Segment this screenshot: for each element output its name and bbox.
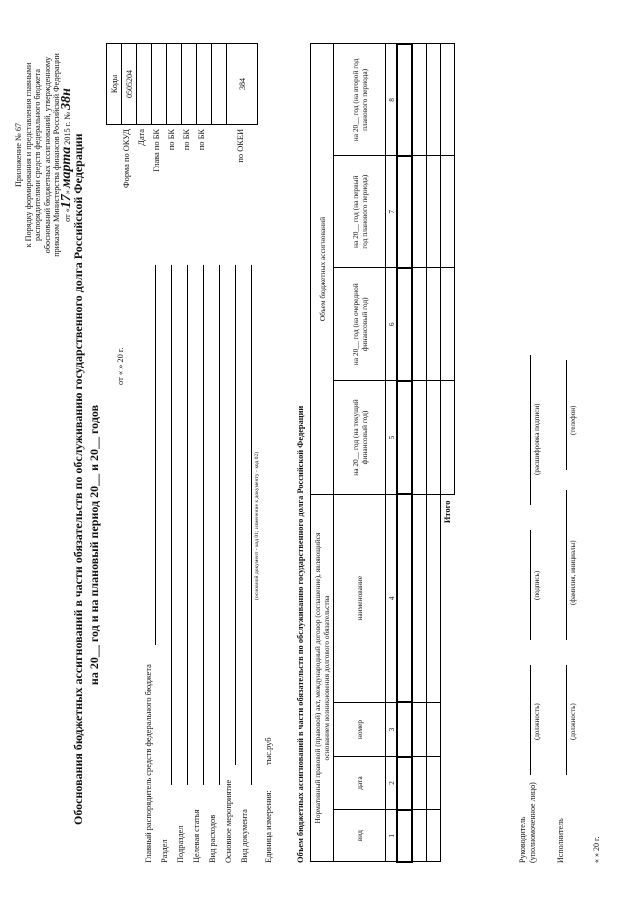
label-okei: по ОКЕИ bbox=[236, 129, 245, 163]
appendix-line: Приложение № 67 bbox=[14, 122, 23, 188]
handwritten-number: 38н bbox=[58, 88, 74, 110]
group-header-legal-act: Нормативный правовой (правовой) акт, международный договор (соглашение), являющийся основанием возникновения долгового обязательства bbox=[311, 494, 334, 862]
head-position-line bbox=[530, 665, 531, 775]
label-date: Дата bbox=[137, 129, 146, 146]
field-vid-rashodov: Вид расходов bbox=[208, 814, 217, 863]
document-title: Обоснования бюджетных ассигнований в части обязательств по обслуживанию государственного долга Российской Федерации на 20__ год и на плановый период 20__ и 20__ годов bbox=[71, 133, 101, 825]
executor-label: Исполнитель bbox=[556, 818, 565, 863]
appendix-block bbox=[14, 25, 73, 285]
label-bk-2: по БК bbox=[182, 129, 191, 151]
hint-signature: (подпись) bbox=[533, 570, 541, 600]
field-meropriyatie: Основное мероприятие bbox=[224, 779, 233, 863]
col-num: 7 bbox=[386, 156, 398, 268]
head-decode-line bbox=[530, 355, 531, 505]
form-date-line: от « » 20 г. bbox=[116, 347, 125, 385]
field-razdel: Раздел bbox=[160, 839, 169, 863]
col-num: 2 bbox=[386, 757, 398, 810]
col-num: 8 bbox=[386, 44, 398, 156]
col-num: 6 bbox=[386, 268, 398, 381]
col-data: дата bbox=[334, 757, 386, 810]
appendix-line: к Порядку формирования и представления главными bbox=[23, 62, 33, 248]
head-label: Руководитель bbox=[518, 816, 527, 863]
col-current-year: на 20__ год (на текущий финансовый год) bbox=[334, 381, 386, 494]
col-num: 4 bbox=[386, 494, 398, 702]
code-date bbox=[137, 44, 152, 125]
label-bk-3: по БК bbox=[197, 129, 206, 151]
executor-fio-line bbox=[566, 490, 567, 640]
codes-table bbox=[106, 43, 258, 125]
total-row bbox=[441, 44, 455, 862]
label-glava: Глава по БК bbox=[152, 129, 161, 172]
hint-executor-position: (должность) bbox=[569, 703, 577, 740]
col-next-year: на 20__ год (на очередной финансовый год) bbox=[334, 268, 386, 381]
col-num: 3 bbox=[386, 703, 398, 757]
col-num: 1 bbox=[386, 810, 398, 862]
field-vid-rashodov-line bbox=[219, 265, 220, 785]
code-glava bbox=[152, 44, 167, 125]
field-podrazdel: Подраздел bbox=[176, 825, 185, 863]
field-grbs: Главный распорядитель средств федерального бюджета bbox=[144, 664, 153, 863]
appendix-line: обоснований бюджетных ассигнований, утвержденному bbox=[42, 56, 52, 254]
handwritten-day: 17 bbox=[58, 194, 74, 209]
hint-fio: (фамилия, инициалы) bbox=[569, 540, 577, 605]
unit-value: тыс.руб bbox=[264, 737, 273, 765]
col-plan-year-1: на 20__ год (на первый год планового периода) bbox=[334, 156, 386, 268]
head-sublabel: (уполномоченное лицо) bbox=[528, 782, 537, 863]
table-row bbox=[427, 44, 441, 862]
column-numbers-row bbox=[386, 44, 398, 862]
code-bk-3 bbox=[197, 44, 212, 125]
unit-label: Единица измерения: bbox=[264, 790, 273, 863]
table-row bbox=[397, 44, 412, 862]
signature-date-line: « » 20 г. bbox=[592, 836, 601, 863]
table-row bbox=[412, 44, 427, 862]
field-vid-dokumenta: Вид документа bbox=[240, 809, 249, 863]
handwritten-month: марта bbox=[58, 146, 74, 189]
head-signature-line bbox=[530, 530, 531, 640]
field-vid-dokumenta-line bbox=[251, 265, 252, 785]
doc-type-note: (основной документ - код 01; изменение к документу - код 02) bbox=[254, 451, 260, 600]
section-title: Объем бюджетных ассигнований в части обязательств по обслуживанию государственного долга Российской Федерации bbox=[296, 405, 305, 863]
hint-position: (должность) bbox=[533, 703, 541, 740]
group-header-allocations: Объем бюджетных ассигнований bbox=[311, 44, 334, 494]
executor-position-line bbox=[566, 665, 567, 775]
total-label: Итого bbox=[441, 494, 455, 862]
appendix-line: распорядителями средств федерального бюджета bbox=[33, 69, 43, 242]
field-tselevaya-line bbox=[203, 265, 204, 785]
code-bk-1 bbox=[167, 44, 182, 125]
appendix-line: приказом Министерства финансов Российской Федерации bbox=[52, 53, 62, 257]
col-nomer: номер bbox=[334, 703, 386, 757]
appendix-date: от «17» марта 2015 г. № 38н bbox=[58, 88, 74, 222]
col-naimenovanie: наименование bbox=[334, 494, 386, 702]
codes-header: Коды bbox=[107, 44, 122, 125]
field-grbs-line bbox=[155, 265, 156, 645]
col-vid: вид bbox=[334, 810, 386, 862]
hint-phone: (телефон) bbox=[569, 405, 577, 435]
field-tselevaya: Целевая статья bbox=[192, 809, 201, 863]
col-plan-year-2: на 20__ год (на второй год планового периода) bbox=[334, 44, 386, 156]
field-meropriyatie-line bbox=[235, 265, 236, 765]
field-razdel-line bbox=[171, 265, 172, 785]
field-podrazdel-line bbox=[187, 265, 188, 785]
label-okud: Форма по ОКУД bbox=[122, 129, 131, 188]
col-num: 5 bbox=[386, 381, 398, 494]
code-okei: 384 bbox=[227, 44, 258, 125]
hint-decode: (расшифровка подписи) bbox=[533, 403, 541, 475]
allocations-table bbox=[310, 43, 455, 863]
code-bk-2 bbox=[182, 44, 197, 125]
code-okud: 0505204 bbox=[122, 44, 137, 125]
code-blank bbox=[212, 44, 227, 125]
executor-phone-line bbox=[566, 360, 567, 470]
label-bk-1: по БК bbox=[167, 129, 176, 151]
